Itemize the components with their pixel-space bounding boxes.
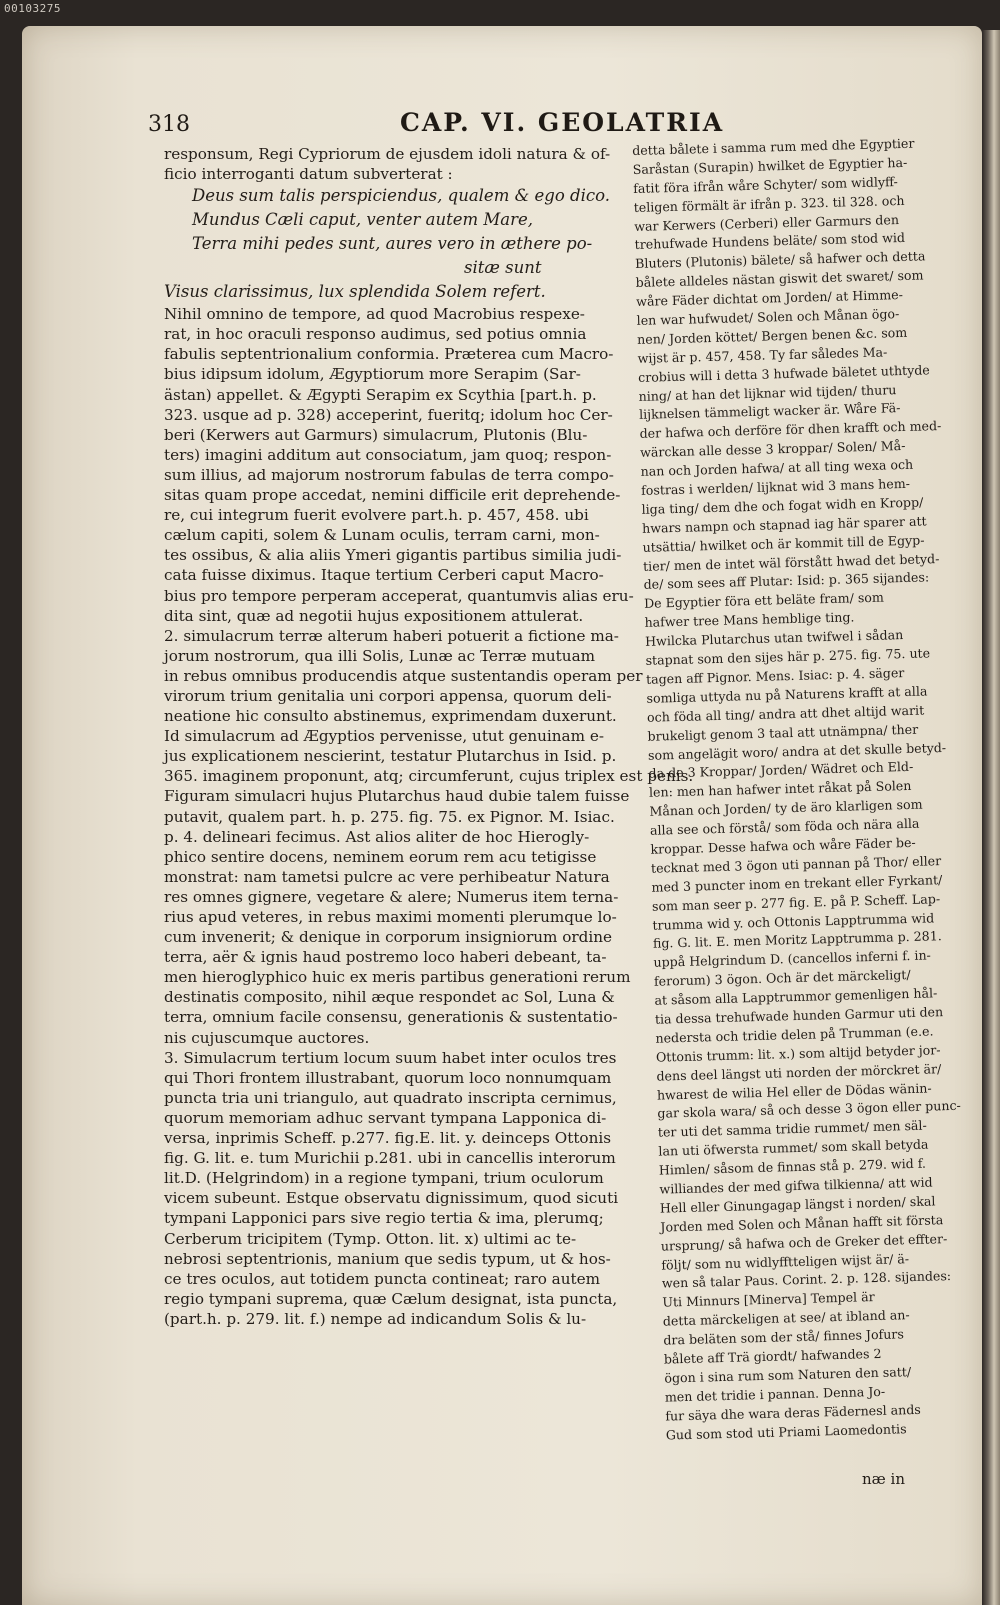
text-line: detta bålete i samma rum med dhe Egyptier xyxy=(632,135,915,158)
text-line: Id simulacrum ad Ægyptios pervenisse, utut genuinam e- xyxy=(164,727,604,746)
text-line: rat, in hoc oraculi responso audimus, sed potius omnia xyxy=(164,325,587,344)
text-line: följt/ som nu widlyfftteligen wijst är/ ä- xyxy=(661,1250,910,1273)
text-line: bius pro tempore perperam acceperat, quantumvis alias eru- xyxy=(164,586,634,605)
text-line: terra, aër & ignis haud postremo loco haberi debeant, ta- xyxy=(164,948,607,967)
text-line: Himlen/ såsom de finnas stå p. 279. wid f. xyxy=(658,1155,927,1178)
text-line: Uti Minnurs [Minerva] Tempel är xyxy=(662,1289,875,1310)
text-line: ce tres oculos, aut totidem puncta contineat; raro autem xyxy=(164,1269,601,1288)
text-line: nedersta och tridie delen på Trumman (e.e. xyxy=(655,1023,934,1046)
text-line: wen så talar Paus. Corint. 2. p. 128. sijandes: xyxy=(661,1268,952,1292)
text-line: ning/ at han det lijknar wid tijden/ thuru xyxy=(638,381,897,404)
text-line: quorum memoriam adhuc servant tympana Lapponica di- xyxy=(164,1108,607,1127)
text-line: at såsom alla Lapptrummor gemenligen hål- xyxy=(654,985,938,1008)
text-line: dita sint, quæ ad negotii hujus expositionem attulerat. xyxy=(164,606,584,625)
text-line: hwars nampn och stapnad iag här sparer att xyxy=(641,513,927,536)
text-line: Jorden med Solen och Månan hafft sit första xyxy=(660,1211,944,1235)
text-line: cælum capiti, solem & Lunam oculis, terram carni, mon- xyxy=(164,526,600,545)
text-line: Månan och Jorden/ ty de äro klarligen som xyxy=(649,796,923,819)
text-line: fabulis septentrionalium conformia. Præterea cum Macro- xyxy=(164,345,614,364)
text-line: monstrat: nam tametsi pulcre ac vere perhibeatur Natura xyxy=(164,867,610,886)
text-line: som man seer p. 277 fig. E. på P. Scheff. Lap- xyxy=(651,890,941,914)
text-line: nan och Jorden hafwa/ at all ting wexa och xyxy=(640,456,914,480)
text-line: putavit, qualem part. h. p. 275. fig. 75. ex Pignor. M. Isiac. xyxy=(164,807,615,826)
text-line: p. 4. delineari fecimus. Ast alios aliter de hoc Hierogly- xyxy=(164,827,590,846)
text-line: wijst är p. 457, 458. Ty far således Ma- xyxy=(637,344,888,366)
text-line: och föda all ting/ andra att dhet altijd warit xyxy=(646,702,925,725)
text-line: Saråstan (Surapin) hwilket de Egyptier ha- xyxy=(632,154,908,177)
text-line: tecknat med 3 ögon uti pannan på Thor/ eller xyxy=(650,853,942,876)
text-line: Mundus Cæli caput, venter autem Mare, xyxy=(192,210,533,230)
text-line: trumma wid y. och Ottonis Lapptrumma wid xyxy=(652,909,935,933)
text-line: cum invenerit; & denique in corporum insigniorum ordine xyxy=(164,928,613,947)
text-line: Gud som stod uti Priami Laomedontis xyxy=(665,1420,907,1443)
text-line: nis cujuscumque auctores. xyxy=(164,1028,370,1047)
text-line: bålete aff Trä giordt/ hafwandes 2 xyxy=(663,1345,882,1367)
text-line: der hafwa och derföre för dhen krafft och med- xyxy=(639,418,942,442)
text-line: destinatis composito, nihil æque respondet ac Sol, Luna & xyxy=(164,988,615,1007)
text-line: kroppar. Desse hafwa och wåre Fäder be- xyxy=(650,834,916,857)
text-line: lit.D. (Helgrindom) in a regione tympani, trium oculorum xyxy=(164,1169,604,1188)
text-line: in rebus omnibus producendis atque sustentandis operam per xyxy=(164,666,643,685)
text-line: dens deel längst uti norden der mörckret är/ xyxy=(656,1060,942,1084)
text-line: qui Thori frontem illustrabant, quorum loco nonnumquam xyxy=(164,1068,612,1087)
text-line: wärckan alle desse 3 kroppar/ Solen/ Må- xyxy=(639,438,906,461)
text-line: teligen förmält är ifrån p. 323. til 328. och xyxy=(633,192,905,215)
text-line: terra, omnium facile consensu, generationis & sustentatio- xyxy=(164,1008,618,1027)
text-line: fatit föra ifrån wåre Schyter/ som widlyff- xyxy=(633,173,898,196)
text-line: Hell eller Ginungagap längst i norden/ skal xyxy=(659,1193,936,1216)
text-line: williandes der med gifwa tilkienna/ att wid xyxy=(659,1174,933,1197)
text-line: 3. Simulacrum tertium locum suum habet inter oculos tres xyxy=(164,1048,617,1067)
text-line: ferorum) 3 ögon. Och är det märckeligt/ xyxy=(653,967,911,989)
text-line: vicem subeunt. Estque observatu dignissimum, quod sicuti xyxy=(164,1189,619,1208)
text-line: ursprung/ så hafwa och de Greker det effter- xyxy=(660,1230,948,1254)
text-line: som angelägit woro/ andra at det skulle betyd- xyxy=(647,739,947,763)
text-line: Hwilcka Plutarchus utan twifwel i sådan xyxy=(644,627,904,649)
text-line: jus explicationem nescierint, testatur Plutarchus in Isid. p. xyxy=(164,747,617,766)
text-line: rius apud veteres, in rebus maximi momenti plerumque lo- xyxy=(164,908,617,926)
text-line: brukeligt genom 3 taal att utnämpna/ ther xyxy=(647,721,919,744)
swedish-column xyxy=(632,134,961,1445)
text-line: utsättia/ hwilket och är kommit till de Egyp- xyxy=(642,532,925,555)
text-line: tympani Lapponici pars sive regio tertia & ima, plerumq; xyxy=(164,1209,604,1228)
text-line: fostras i werlden/ lijknat wid 3 mans hem- xyxy=(640,475,911,498)
text-line: ter uti det samma tridie rummet/ men säl- xyxy=(657,1117,927,1140)
text-line: lan uti öfwersta rummet/ som skall betyda xyxy=(658,1136,929,1159)
text-line: Terra mihi pedes sunt, aures vero in æthere po- xyxy=(192,234,593,254)
text-line: ficio interroganti datum subverterat : xyxy=(164,165,453,184)
text-line: 365. imaginem proponunt, atq; circumferunt, cujus triplex est penis. xyxy=(164,767,694,786)
text-line: fig. G. lit. e. tum Murichii p.281. ubi in cancellis interorum xyxy=(164,1149,616,1168)
text-line: crobius will i detta 3 hufwade bäletet uthtyde xyxy=(637,361,930,385)
text-line: Cerberum tricipitem (Tymp. Otton. lit. x) ultimi ac te- xyxy=(164,1229,577,1248)
latin-column xyxy=(164,144,694,1329)
text-line: uppå Helgrindum D. (cancellos inferni f. in- xyxy=(653,947,932,971)
text-line: de/ som sees aff Plutar: Isid: p. 365 sijandes: xyxy=(643,569,930,593)
text-line: virorum trium genitalia uni corpori appensa, quorum deli- xyxy=(164,686,612,705)
text-line: cata fuisse diximus. Itaque tertium Cerberi caput Macro- xyxy=(164,566,604,585)
text-line: sitas quam prope accedat, nemini difficile erit deprehende- xyxy=(164,486,621,505)
text-line: med 3 puncter inom en trekant eller Fyrkant/ xyxy=(651,871,943,895)
text-line: jorum nostrorum, qua illi Solis, Lunæ ac Terræ mutuam xyxy=(164,646,596,665)
page-fore-edge xyxy=(982,30,1000,1605)
text-line: ästan) appellet. & Ægypti Serapim ex Scythia [part.h. p. xyxy=(164,385,597,404)
text-line: Visus clarissimus, lux splendida Solem refert. xyxy=(164,282,546,302)
text-line: len: men han hafwer intet råkat på Solen xyxy=(648,778,912,801)
running-head: CAP. VI. GEOLATRIA xyxy=(400,108,725,137)
text-line: responsum, Regi Cypriorum de ejusdem idoli natura & of- xyxy=(164,145,611,163)
text-line: phico sentire docens, neminem eorum rem acu tetigisse xyxy=(164,847,597,866)
text-line: neatione hic consulto abstinemus, exprimendam duxerunt. xyxy=(164,707,617,726)
text-line: Figuram simulacri hujus Plutarchus haud dubie talem fuisse xyxy=(164,787,630,806)
text-line: len war hufwudet/ Solen och Månan ögo- xyxy=(636,306,900,328)
text-line: wåre Fäder dichtat om Jorden/ at Himme- xyxy=(635,287,904,310)
text-line: puncta tria uni triangulo, aut quadrato inscripta cernimus, xyxy=(164,1088,617,1107)
catchword: næ in xyxy=(862,1470,905,1488)
text-line: versa, inprimis Scheff. p.277. fig.E. lit. y. deinceps Ottonis xyxy=(164,1129,611,1148)
text-line: regio tympani suprema, quæ Cælum designat, ista puncta, xyxy=(164,1289,618,1308)
text-line: men det tridie i pannan. Denna Jo- xyxy=(664,1383,886,1405)
text-line: 2. simulacrum terræ alterum haberi potuerit a fictione ma- xyxy=(164,626,619,645)
text-line: hwarest de wilia Hel eller de Dödas wänin- xyxy=(656,1080,932,1103)
text-line: dra beläten som der stå/ finnes Jofurs xyxy=(663,1326,905,1348)
text-line: Deus sum talis perspiciendus, qualem & ego dico. xyxy=(192,186,610,206)
text-line: Bluters (Plutonis) bälete/ så hafwer och detta xyxy=(634,248,926,272)
text-line: war Kerwers (Cerberi) eller Garmurs den xyxy=(634,211,900,234)
text-line: liga ting/ dem dhe och fogat widh en Kropp/ xyxy=(641,494,924,517)
text-line: 323. usque ad p. 328) acceperint, fueritq; idolum hoc Cer- xyxy=(164,405,613,424)
text-line: tia dessa trehufwade hunden Garmur uti den xyxy=(654,1004,944,1027)
text-line: stapnat som den sijes här p. 275. fig. 75. ute xyxy=(645,645,931,668)
text-line: da de 3 Kroppar/ Jorden/ Wädret och Eld- xyxy=(648,759,914,782)
text-line: bålete alldeles nästan giswit det swaret/ som xyxy=(635,267,924,291)
text-line: tagen aff Pignor. Mens. Isiac: p. 4. säger xyxy=(645,664,905,687)
text-line: re, cui integrum fuerit evolvere part.h. p. 457, 458. ubi xyxy=(164,506,589,525)
text-line: tes ossibus, & alia aliis Ymeri gigantis partibus similia judi- xyxy=(164,546,622,565)
text-line: nebrosi septentrionis, manium que sedis typum, ut & hos- xyxy=(164,1249,611,1268)
text-line: fur säya dhe wara deras Fädernesl ands xyxy=(665,1401,921,1424)
text-line: ters) imagini additum aut consociatum, jam quoq; respon- xyxy=(164,445,612,464)
text-line: res omnes gignere, vegetare & alere; Numerus item terna- xyxy=(164,887,619,906)
text-line: men hieroglyphico huic ex meris partibus generationi rerum xyxy=(164,968,631,987)
text-line: Nihil omnino de tempore, ad quod Macrobius respexe- xyxy=(164,305,585,324)
text-line: somliga uttyda nu på Naturens krafft at alla xyxy=(646,683,928,706)
text-line: lijknelsen tämmeligt wacker är. Wåre Fä- xyxy=(638,400,901,423)
text-line: gar skola wara/ så och desse 3 ögon eller punc- xyxy=(657,1098,961,1122)
text-line: beri (Kerwers aut Garmurs) simulacrum, Plutonis (Blu- xyxy=(164,425,588,444)
text-line: trehufwade Hundens beläte/ som stod wid xyxy=(634,230,906,253)
text-line: (part.h. p. 279. lit. f.) nempe ad indicandum Solis & lu- xyxy=(164,1309,587,1328)
text-line: sitæ sunt xyxy=(464,258,542,278)
scan-id-label: 00103275 xyxy=(4,2,61,15)
text-line: nen/ Jorden köttet/ Bergen benen &c. som xyxy=(636,324,908,347)
page-header xyxy=(148,108,818,138)
page-number: 318 xyxy=(148,112,190,137)
text-line: ögon i sina rum som Naturen den satt/ xyxy=(664,1364,912,1386)
text-line: alla see och förstå/ som föda och nära alla xyxy=(649,815,920,838)
text-line: bius idipsum idolum, Ægyptiorum more Serapim (Sar- xyxy=(164,365,581,384)
text-line: detta märckeligen at see/ at ibland an- xyxy=(662,1307,910,1329)
text-line: sum illius, ad majorum nostrorum fabulas de terra compo- xyxy=(164,465,614,484)
text-line: hafwer tree Mans hemblige ting. xyxy=(644,609,855,631)
text-line: fig. G. lit. E. men Moritz Lapptrumma p. 281. xyxy=(652,928,942,952)
text-line: tier/ men de intet wäl förstått hwad det betyd- xyxy=(642,550,940,574)
text-line: Ottonis trumm: lit. x.) som altijd betyder jor- xyxy=(655,1041,941,1065)
text-line: De Egyptier föra ett beläte fram/ som xyxy=(643,589,885,612)
